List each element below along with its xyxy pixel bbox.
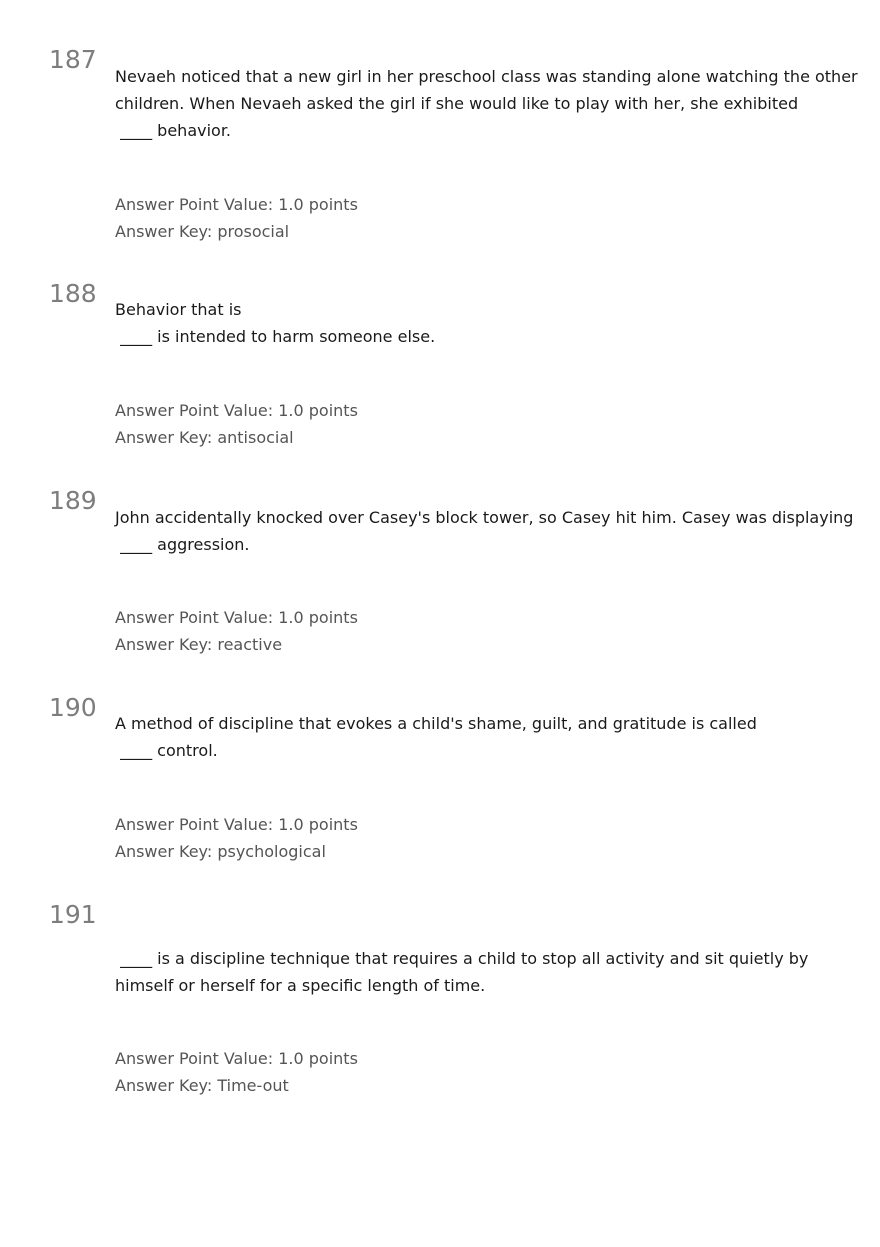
question-text bbox=[115, 504, 855, 558]
question-text-line: ____ is a discipline technique that requires a child to stop all activity and sit quietly by bbox=[115, 949, 809, 968]
answer-key: Answer Key: Time-out bbox=[115, 1076, 289, 1095]
question-text-line: John accidentally knocked over Casey's block tower, so Casey hit him. Casey was displaying bbox=[115, 508, 854, 527]
answer-point-value: Answer Point Value: 1.0 points bbox=[115, 1049, 358, 1068]
question-number: 188 bbox=[49, 279, 97, 308]
question-number: 191 bbox=[49, 900, 97, 929]
question-text-line: ____ is intended to harm someone else. bbox=[115, 327, 436, 346]
question-text bbox=[115, 945, 855, 999]
answer-point-value: Answer Point Value: 1.0 points bbox=[115, 401, 358, 420]
answer-info bbox=[115, 191, 358, 245]
answer-info bbox=[115, 397, 358, 451]
question-number: 189 bbox=[49, 486, 97, 515]
answer-key: Answer Key: antisocial bbox=[115, 428, 294, 447]
question-text bbox=[115, 296, 855, 350]
question-text-line: children. When Nevaeh asked the girl if she would like to play with her, she exhibited bbox=[115, 94, 799, 113]
question-text-line: ____ aggression. bbox=[115, 535, 250, 554]
question-text-line: ____ behavior. bbox=[115, 121, 232, 140]
answer-key: Answer Key: prosocial bbox=[115, 222, 290, 241]
answer-info bbox=[115, 1045, 358, 1099]
question-text-line: A method of discipline that evokes a child's shame, guilt, and gratitude is called bbox=[115, 714, 757, 733]
answer-point-value: Answer Point Value: 1.0 points bbox=[115, 195, 358, 214]
question-text-line: Behavior that is bbox=[115, 300, 242, 319]
answer-key: Answer Key: psychological bbox=[115, 842, 326, 861]
question-number: 187 bbox=[49, 45, 97, 74]
answer-key: Answer Key: reactive bbox=[115, 635, 283, 654]
answer-info bbox=[115, 604, 358, 658]
answer-point-value: Answer Point Value: 1.0 points bbox=[115, 815, 358, 834]
question-text-line: ____ control. bbox=[115, 741, 218, 760]
answer-point-value: Answer Point Value: 1.0 points bbox=[115, 608, 358, 627]
question-text-line: himself or herself for a specific length of time. bbox=[115, 976, 486, 995]
question-text-line: Nevaeh noticed that a new girl in her preschool class was standing alone watching the other bbox=[115, 67, 858, 86]
question-text bbox=[115, 710, 855, 764]
question-text bbox=[115, 63, 858, 144]
answer-info bbox=[115, 811, 358, 865]
question-number: 190 bbox=[49, 693, 97, 722]
